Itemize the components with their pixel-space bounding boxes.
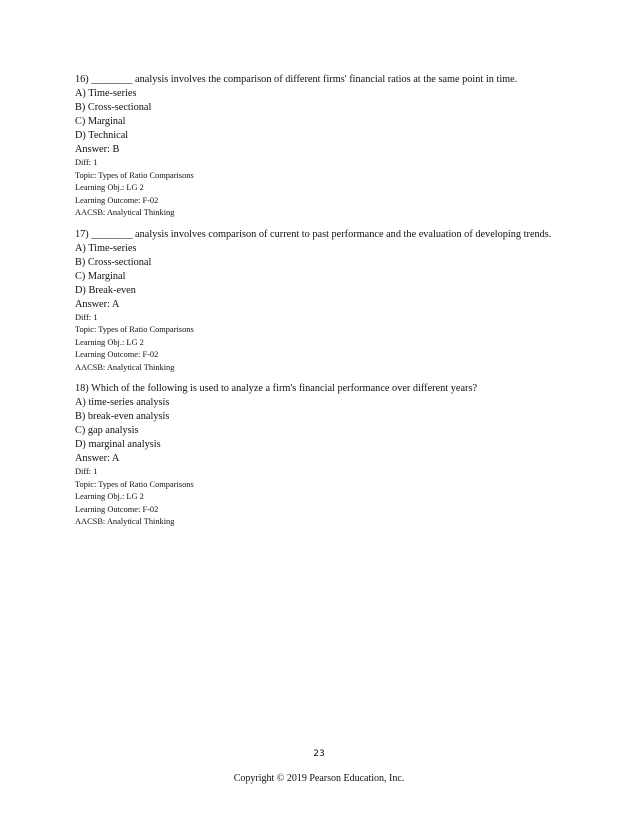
- question-16: [75, 73, 575, 220]
- option-d: D) marginal analysis: [75, 439, 161, 450]
- learning-outcome: Learning Outcome: F-02: [75, 195, 159, 205]
- learning-objective: Learning Obj.: LG 2: [75, 492, 144, 501]
- option-a: A) time-series analysis: [75, 397, 170, 408]
- topic: Topic: Types of Ratio Comparisons: [75, 170, 194, 180]
- question-17: [75, 228, 575, 375]
- option-a: A) Time-series: [75, 88, 137, 99]
- difficulty: Diff: 1: [75, 158, 98, 167]
- aacsb: AACSB: Analytical Thinking: [75, 362, 175, 372]
- learning-outcome: Learning Outcome: F-02: [75, 350, 159, 359]
- option-a: A) Time-series: [75, 242, 137, 254]
- answer: Answer: A: [75, 298, 120, 310]
- learning-objective: Learning Obj.: LG 2: [75, 183, 144, 192]
- aacsb: AACSB: Analytical Thinking: [75, 208, 175, 217]
- option-b: B) break-even analysis: [75, 411, 170, 422]
- option-c: C) Marginal: [75, 116, 126, 127]
- option-d: D) Break-even: [75, 284, 136, 296]
- difficulty: Diff: 1: [75, 467, 98, 476]
- option-c: C) gap analysis: [75, 425, 139, 436]
- question-text: 18) Which of the following is used to analyze a firm's financial performance over different years?: [75, 383, 478, 394]
- topic: Topic: Types of Ratio Comparisons: [75, 325, 194, 334]
- question-18: [75, 382, 575, 529]
- option-c: C) Marginal: [75, 270, 126, 282]
- option-b: B) Cross-sectional: [75, 102, 152, 113]
- aacsb: AACSB: Analytical Thinking: [75, 517, 175, 526]
- question-list: [75, 73, 575, 537]
- option-d: D) Technical: [75, 130, 129, 141]
- difficulty: Diff: 1: [75, 312, 98, 322]
- question-text: 17) ________ analysis involves comparison of current to past performance and the evaluation of developing trends.: [75, 228, 552, 240]
- page-number: 23: [313, 749, 325, 759]
- answer: Answer: B: [75, 144, 120, 155]
- question-text: 16) ________ analysis involves the comparison of different firms' financial ratios at the same point in time.: [75, 74, 518, 85]
- learning-outcome: Learning Outcome: F-02: [75, 504, 159, 514]
- option-b: B) Cross-sectional: [75, 256, 152, 268]
- topic: Topic: Types of Ratio Comparisons: [75, 479, 194, 489]
- answer: Answer: A: [75, 453, 120, 464]
- copyright-notice: Copyright © 2019 Pearson Education, Inc.: [233, 773, 405, 784]
- learning-objective: Learning Obj.: LG 2: [75, 337, 144, 347]
